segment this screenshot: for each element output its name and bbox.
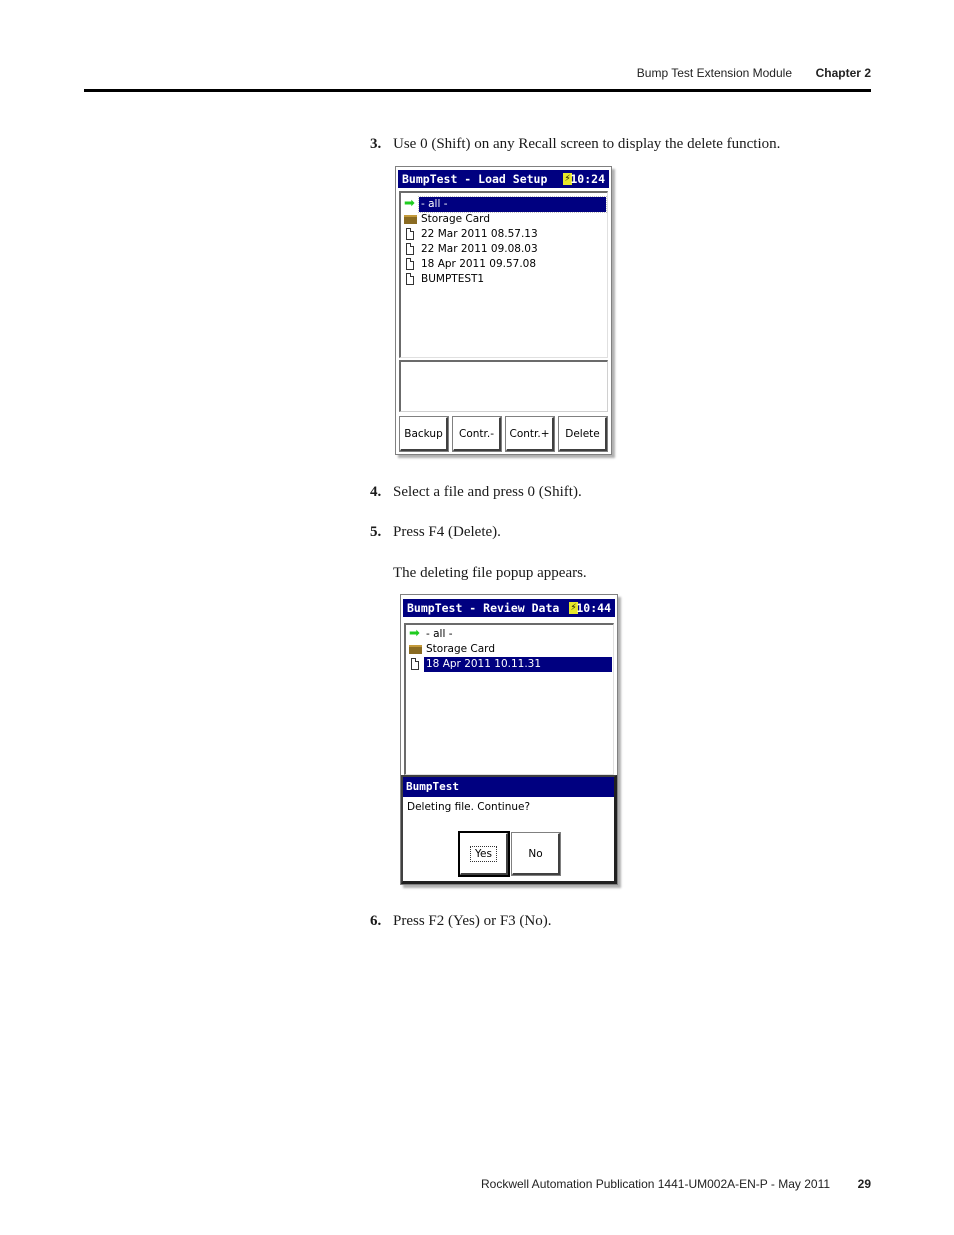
file-list[interactable] — [404, 623, 614, 775]
list-item-label: Storage Card — [426, 643, 495, 655]
list-item-label: BUMPTEST1 — [421, 273, 485, 285]
step-3 — [370, 136, 780, 153]
file-icon — [406, 228, 414, 240]
screen-title: BumpTest - Review Data — [407, 601, 560, 615]
screen-titlebar — [403, 599, 615, 617]
popup-note: The deleting file popup appears. — [393, 565, 587, 581]
screen-clock: 10:44 — [576, 601, 611, 615]
list-item[interactable] — [403, 242, 603, 257]
step-number: 6. — [370, 913, 382, 929]
step-number: 4. — [370, 484, 382, 500]
list-item[interactable] — [403, 257, 603, 272]
file-icon — [411, 658, 419, 670]
running-header-title: Bump Test Extension Module — [636, 66, 792, 80]
dialog-message: Deleting file. Continue? — [407, 801, 531, 813]
step-6 — [370, 913, 552, 930]
list-item-label: 18 Apr 2011 10.11.31 — [424, 657, 612, 672]
dialog-title: BumpTest — [403, 777, 614, 797]
step-number: 3. — [370, 136, 382, 152]
step-number: 5. — [370, 524, 382, 540]
no-button-label: No — [528, 848, 543, 860]
info-panel — [399, 360, 608, 412]
list-item[interactable] — [403, 197, 606, 212]
yes-button-label: Yes — [471, 847, 496, 861]
list-item-label: 22 Mar 2011 09.08.03 — [421, 243, 538, 255]
list-item[interactable] — [403, 272, 603, 287]
file-icon — [406, 258, 414, 270]
screen-title: BumpTest - Load Setup — [402, 172, 548, 186]
screen-clock: 10:24 — [570, 172, 605, 186]
step-text: Select a file and press 0 (Shift). — [393, 484, 582, 500]
list-item-label: - all - — [426, 628, 453, 640]
step-5 — [370, 524, 501, 541]
delete-button[interactable]: Delete — [559, 417, 607, 451]
list-item[interactable] — [403, 227, 603, 242]
review-data-screen — [400, 594, 618, 885]
screen-titlebar — [398, 170, 609, 188]
list-item[interactable] — [408, 657, 612, 672]
contrast-down-button[interactable]: Contr.- — [453, 417, 501, 451]
header-rule — [84, 89, 871, 92]
load-setup-screen — [395, 166, 612, 455]
step-4 — [370, 484, 582, 501]
power-icon: ⚡ — [570, 603, 577, 613]
list-item-label: - all - — [419, 197, 606, 212]
arrow-icon: ➡ — [404, 196, 415, 211]
list-item-label: Storage Card — [421, 213, 490, 225]
file-list[interactable] — [399, 191, 608, 358]
page-number: 29 — [857, 1177, 871, 1191]
folder-icon — [404, 215, 417, 224]
backup-button[interactable]: Backup — [400, 417, 448, 451]
running-header-chapter: Chapter 2 — [815, 66, 871, 80]
no-button[interactable] — [512, 833, 560, 875]
file-icon — [406, 243, 414, 255]
step-text: Use 0 (Shift) on any Recall screen to display the delete function. — [393, 136, 781, 152]
list-item-label: 18 Apr 2011 09.57.08 — [421, 258, 537, 270]
list-item-label: 22 Mar 2011 08.57.13 — [421, 228, 538, 240]
arrow-icon: ➡ — [409, 626, 420, 641]
folder-icon — [409, 645, 422, 654]
yes-button[interactable] — [460, 833, 508, 875]
step-text: Press F4 (Delete). — [393, 524, 501, 540]
list-item[interactable] — [408, 642, 608, 657]
step-text: Press F2 (Yes) or F3 (No). — [393, 913, 552, 929]
footer-publication: Rockwell Automation Publication 1441-UM002A-EN-P - May 2011 — [481, 1177, 831, 1191]
power-icon: ⚡ — [564, 174, 571, 184]
contrast-up-button[interactable]: Contr.+ — [506, 417, 554, 451]
list-item[interactable] — [403, 212, 603, 227]
delete-confirm-dialog — [401, 775, 617, 884]
list-item[interactable] — [408, 627, 608, 642]
file-icon — [406, 273, 414, 285]
